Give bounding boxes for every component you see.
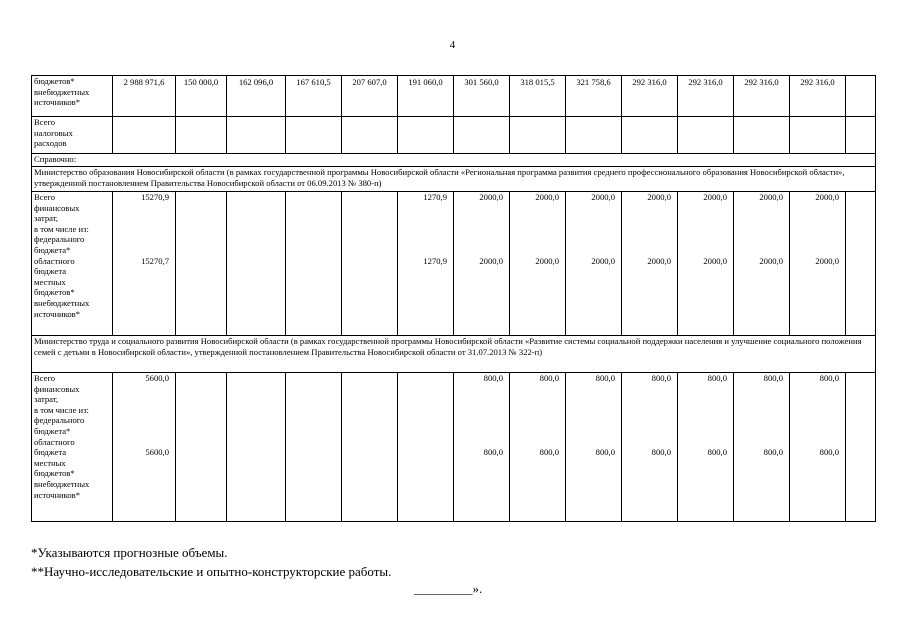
row-label-line: бюджета (34, 266, 67, 277)
value-cell (286, 192, 342, 336)
value-cell (342, 373, 398, 522)
regional-value: 800,0 (819, 447, 839, 458)
row-label-line: в том числе из: (34, 223, 89, 234)
reference-label: Справочно: (32, 154, 876, 167)
row-label-line: бюджетов* (34, 468, 75, 479)
total-value (178, 192, 220, 203)
value-cell (113, 373, 176, 522)
total-value (288, 192, 335, 203)
total-value: 800,0 (595, 373, 615, 383)
row-label-line: внебюджетных (34, 297, 90, 308)
value-cell: 292 316,0 (678, 76, 734, 117)
ministry-education-heading: Министерство образования Новосибирской области (в рамках государственной программы Новосибирской области «Региональная программа развития среднего профессионального образования Новосибирской области», утвержденной постановлением Правительства Новосибирской области от 06.09.2013 № 380-п) (32, 167, 876, 192)
total-value: 2000,0 (647, 192, 671, 202)
regional-value: 2000,0 (647, 255, 671, 266)
table-row (32, 336, 876, 373)
ministry-labour-heading: Министерство труда и социального развития Новосибирской области (в рамках государственной программы Новосибирской области «Развитие системы социальной поддержки населения и улучшение социального положения семей с детьми в Новосибирской области», утвержденной постановлением Правительства Новосибирской области от 31.07.2013 № 322-п) (32, 336, 876, 373)
row-label-line: бюджетов* (34, 287, 75, 298)
row-label-line: областного (34, 436, 75, 447)
value-cell (398, 373, 454, 522)
total-value (229, 373, 279, 384)
value-cell (286, 373, 342, 522)
value-cell (566, 117, 622, 154)
value-cell (790, 192, 846, 336)
row-label (32, 373, 113, 522)
value-cell: 292 316,0 (622, 76, 678, 117)
row-label (32, 76, 113, 117)
row-label-line: в том числе из: (34, 404, 89, 415)
value-cell: 207 607,0 (342, 76, 398, 117)
total-value (848, 373, 869, 384)
row-label-line: федерального (34, 234, 85, 245)
row-label (32, 192, 113, 336)
total-value (344, 192, 391, 203)
row-label-line: внебюджетных (34, 478, 90, 489)
value-cell (622, 117, 678, 154)
value-cell: 191 060,0 (398, 76, 454, 117)
value-cell (510, 117, 566, 154)
value-cell: 292 316,0 (790, 76, 846, 117)
row-label-line: федерального (34, 415, 85, 426)
value-cell (790, 373, 846, 522)
value-cell (846, 76, 876, 117)
value-cell (678, 117, 734, 154)
value-cell (113, 192, 176, 336)
value-cell: 2 988 971,6 (113, 76, 176, 117)
total-value (288, 373, 335, 384)
regional-value: 2000,0 (703, 255, 727, 266)
table-row (32, 76, 876, 117)
row-label-line: источников* (34, 97, 81, 108)
value-cell (176, 373, 227, 522)
row-label-line: областного (34, 255, 75, 266)
value-cell (227, 373, 286, 522)
total-value: 2000,0 (759, 192, 783, 202)
value-cell (790, 117, 846, 154)
total-value (229, 192, 279, 203)
value-cell (622, 373, 678, 522)
value-cell: 167 610,5 (286, 76, 342, 117)
value-cell (113, 117, 176, 154)
value-cell (176, 117, 227, 154)
regional-value: 800,0 (707, 447, 727, 458)
value-cell (846, 192, 876, 336)
value-cell (454, 373, 510, 522)
value-cell (734, 192, 790, 336)
value-cell (286, 117, 342, 154)
budget-table (31, 75, 876, 522)
table-row (32, 373, 876, 522)
value-cell (734, 373, 790, 522)
regional-value: 800,0 (539, 447, 559, 458)
row-label-line: финансовых (34, 383, 80, 394)
total-value: 2000,0 (591, 192, 615, 202)
regional-value: 800,0 (483, 447, 503, 458)
regional-value: 2000,0 (759, 255, 783, 266)
closing-mark: _________». (414, 581, 483, 596)
row-label-line: источников* (34, 308, 81, 319)
total-value: 800,0 (707, 373, 727, 383)
page-number: 4 (449, 39, 456, 51)
row-label-line: бюджета* (34, 425, 71, 436)
row-label-line: бюджетов* (34, 76, 75, 86)
footnote-rnd: **Научно-исследовательские и опытно-конструкторские работы. (31, 564, 392, 579)
value-cell: 150 000,0 (176, 76, 227, 117)
table-row (32, 192, 876, 336)
value-cell: 292 316,0 (734, 76, 790, 117)
regional-value: 15270,7 (141, 255, 169, 266)
row-label (32, 117, 113, 154)
value-cell: 318 015,5 (510, 76, 566, 117)
total-value: 800,0 (819, 373, 839, 383)
row-label-line: Всего (34, 117, 56, 127)
value-cell (454, 117, 510, 154)
regional-value: 800,0 (651, 447, 671, 458)
value-cell: 321 758,6 (566, 76, 622, 117)
value-cell (227, 117, 286, 154)
row-label-line: источников* (34, 489, 81, 500)
total-value: 800,0 (483, 373, 503, 383)
value-cell (846, 117, 876, 154)
row-label-line: Всего (34, 192, 56, 202)
value-cell (398, 192, 454, 336)
table-row (32, 154, 876, 167)
value-cell (227, 192, 286, 336)
row-label-line: местных (34, 276, 66, 287)
total-value: 800,0 (763, 373, 783, 383)
value-cell (678, 373, 734, 522)
regional-value: 2000,0 (591, 255, 615, 266)
row-label-line: местных (34, 457, 66, 468)
value-cell (678, 192, 734, 336)
total-value: 2000,0 (479, 192, 503, 202)
value-cell (176, 192, 227, 336)
row-label-line: бюджета* (34, 244, 71, 255)
value-cell (342, 117, 398, 154)
row-label-line: бюджета (34, 447, 67, 458)
value-cell (454, 192, 510, 336)
total-value (178, 373, 220, 384)
row-label-line: затрат, (34, 213, 58, 224)
total-value: 1270,9 (423, 192, 447, 202)
value-cell (510, 373, 566, 522)
value-cell (622, 192, 678, 336)
value-cell (566, 373, 622, 522)
total-value: 5600,0 (145, 373, 169, 383)
value-cell: 162 096,0 (227, 76, 286, 117)
value-cell (342, 192, 398, 336)
total-value: 2000,0 (703, 192, 727, 202)
table-row (32, 167, 876, 192)
total-value (400, 373, 447, 384)
value-cell (566, 192, 622, 336)
regional-value: 5600,0 (145, 447, 169, 458)
row-label-line: расходов (34, 138, 67, 149)
regional-value: 2000,0 (815, 255, 839, 266)
value-cell (846, 373, 876, 522)
regional-value: 800,0 (763, 447, 783, 458)
footnote-forecast: *Указываются прогнозные объемы. (31, 545, 228, 560)
row-label-line: Всего (34, 373, 56, 383)
total-value: 800,0 (651, 373, 671, 383)
row-label-line: затрат, (34, 394, 58, 405)
total-value (344, 373, 391, 384)
row-label-line: налоговых (34, 127, 73, 138)
row-label-line: финансовых (34, 202, 80, 213)
regional-value: 2000,0 (535, 255, 559, 266)
value-cell (510, 192, 566, 336)
total-value: 800,0 (539, 373, 559, 383)
total-value: 2000,0 (815, 192, 839, 202)
value-cell (734, 117, 790, 154)
table-row (32, 117, 876, 154)
total-value: 2000,0 (535, 192, 559, 202)
regional-value: 2000,0 (479, 255, 503, 266)
value-cell (398, 117, 454, 154)
row-label-line: внебюджетных (34, 86, 90, 97)
value-cell: 301 560,0 (454, 76, 510, 117)
regional-value: 800,0 (595, 447, 615, 458)
total-value (848, 192, 869, 203)
regional-value: 1270,9 (423, 255, 447, 266)
total-value: 15270,9 (141, 192, 169, 202)
